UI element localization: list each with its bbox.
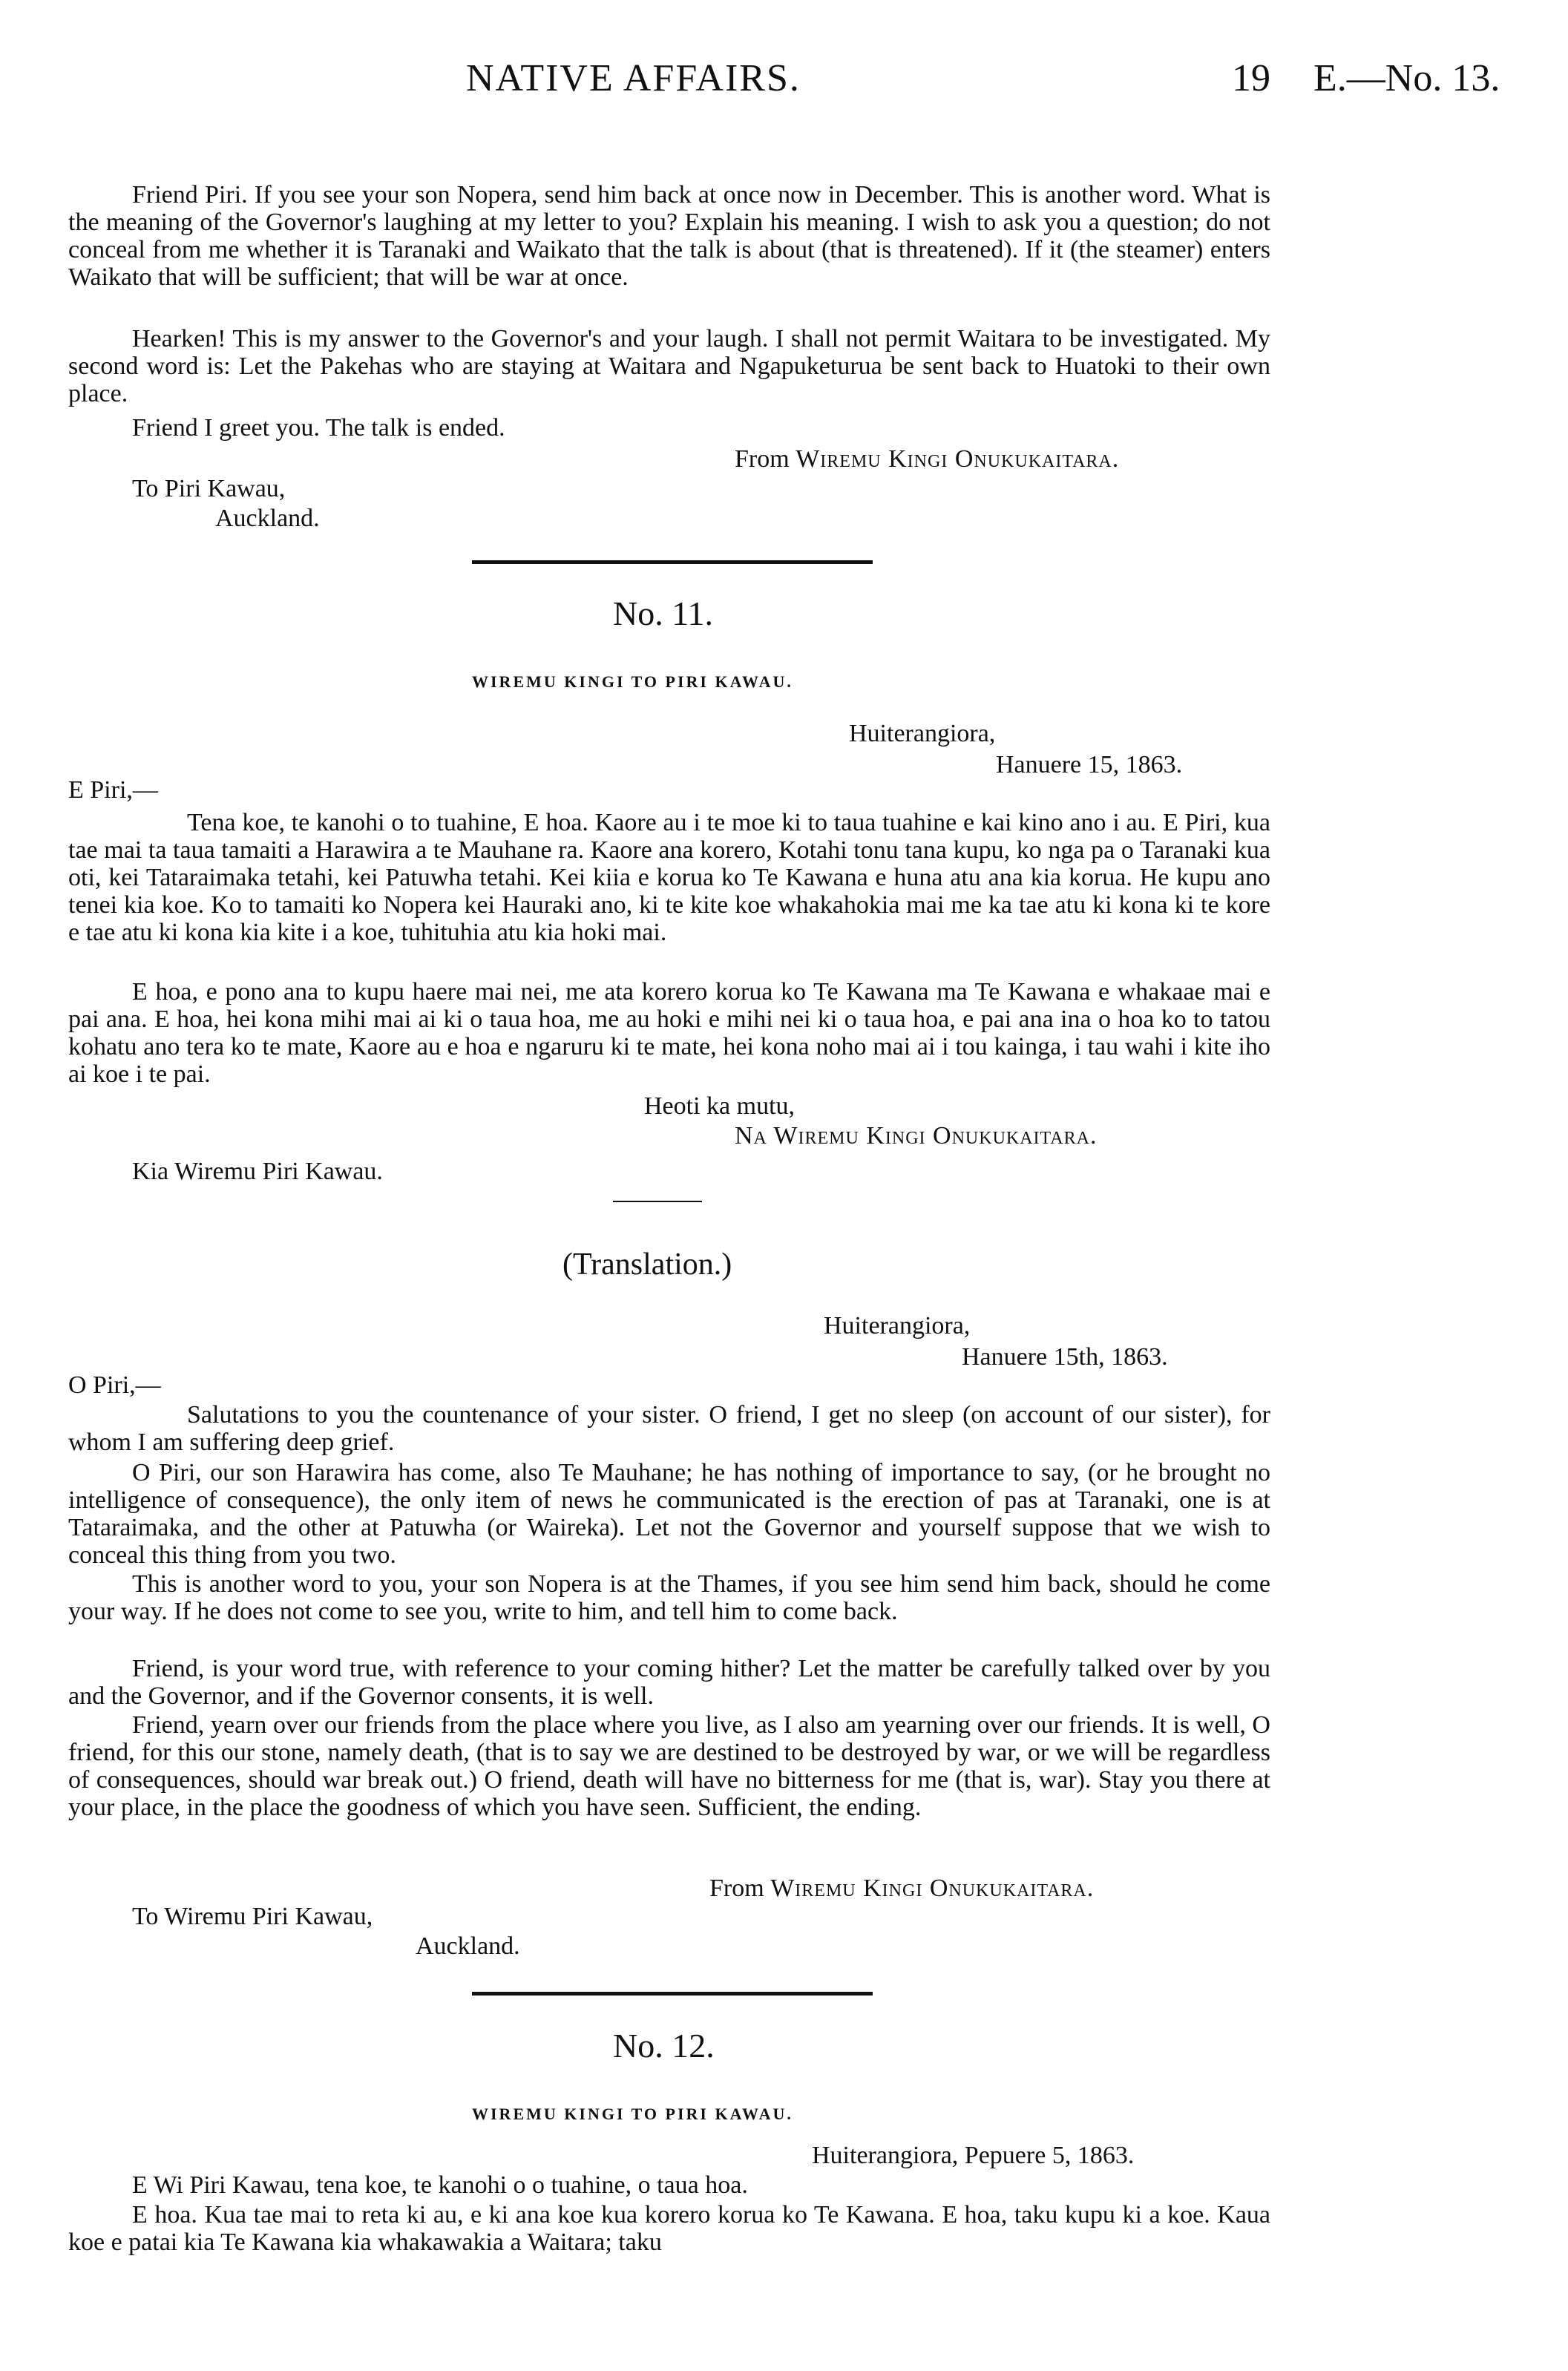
- letter-place: Huiterangiora,: [849, 720, 996, 747]
- translation-salutation: O Piri,—: [68, 1371, 161, 1399]
- letter10-paragraph-1: Friend Piri. If you see your son Nopera, send him back at once now in December. This is another word. What is the meaning of the Governor's laughing at my letter to you? Explain his meaning. I wish to ask you a question; do not conceal from me whether it is Taranaki and Waikato that the talk is about (that is threatened). If it (the steamer) enters Waikato that will be sufficient; that will be war at once.: [68, 181, 1270, 291]
- signature: Wiremu Kingi Onukukaitara.: [770, 1875, 1095, 1902]
- page-number: 19: [1232, 57, 1270, 99]
- from-prefix: From: [709, 1875, 764, 1902]
- letter10-signature-line: [735, 445, 1119, 473]
- translation-heading: (Translation.): [562, 1247, 732, 1282]
- letter-subheading: WIREMU KINGI TO PIRI KAWAU.: [472, 672, 793, 691]
- translation-place-2: Auckland.: [416, 1932, 520, 1960]
- letter10-paragraph-3: Friend I greet you. The talk is ended.: [132, 414, 505, 442]
- section-divider: [472, 1992, 873, 1995]
- letter-place-date: Huiterangiora, Pepuere 5, 1863.: [812, 2142, 1135, 2169]
- short-divider: [613, 1201, 702, 1202]
- letter11-addressee: Kia Wiremu Piri Kawau.: [132, 1158, 383, 1185]
- translation-place: Huiterangiora,: [824, 1312, 971, 1339]
- section-divider: [472, 560, 873, 564]
- letter-number-heading: No. 11.: [613, 594, 714, 632]
- translation-paragraph-1: Salutations to you the countenance of your sister. O friend, I get no sleep (on account of our sister), for whom I am suffering deep grief.: [68, 1401, 1270, 1456]
- translation-paragraph-2: O Piri, our son Harawira has come, also Te Mauhane; he has nothing of importance to say, (or he brought no intelligence of consequence), the only item of news he communicated is the erection of pas at Taranaki, one is at Tataraimaka, and the other at Patuwha (or Waireka). Let not the Governor and yourself suppose that we wish to conceal this thing from you two.: [68, 1459, 1270, 1569]
- document-reference: E.—No. 13.: [1313, 57, 1500, 99]
- letter11-paragraph-1: Tena koe, te kanohi o to tuahine, E hoa. Kaore au i te moe ki to taua tuahine e kai kino ano i au. E Piri, kua tae mai ta taua tamaiti a Harawira a te Mauhane ra. Kaore ana korero, Kotahi tonu tana kupu, ko nga pa o Taranaki kua oti, kei Tataraimaka tetahi, kei Patuwha tetahi. Kei kiia e korua ko Te Kawana e huna atu ana kia korua. He kupu ano tenei kia koe. Ko to tamaiti ko Nopera kei Hauraki ano, ki te kite koe whakahokia mai me ka tae atu ki kona ki te kore e tae atu ki kona kia kite i a koe, tuhituhia atu kia hoki mai.: [68, 809, 1270, 946]
- letter-subheading: WIREMU KINGI TO PIRI KAWAU.: [472, 2105, 793, 2123]
- letter-number-heading: No. 12.: [613, 2027, 715, 2065]
- letter-salutation: E Piri,—: [68, 776, 158, 804]
- translation-signature-line: [709, 1875, 1094, 1903]
- running-title: NATIVE AFFAIRS.: [466, 57, 801, 99]
- na-prefix: Na: [735, 1122, 767, 1150]
- letter12-paragraph-2: E hoa. Kua tae mai to reta ki au, e ki ana koe kua korero korua ko Te Kawana. E hoa, taku kupu ki a koe. Kaua koe e patai kia Te Kawana kia whakawakia a Waitara; taku: [68, 2201, 1270, 2256]
- signature: Wiremu Kingi Onukukaitara.: [796, 445, 1120, 473]
- translation-paragraph-3: This is another word to you, your son Nopera is at the Thames, if you see him send him back, should he come your way. If he does not come to see you, write to him, and tell him to come back.: [68, 1570, 1270, 1625]
- signature: Wiremu Kingi Onukukaitara.: [773, 1122, 1098, 1150]
- letter11-paragraph-2: E hoa, e pono ana to kupu haere mai nei, me ata korero korua ko Te Kawana ma Te Kawana e whakaae mai e pai ana. E hoa, hei kona mihi mai ai ki o taua hoa, me au hoki e mihi nei ki o taua hoa, e pai ana ina o hoa ko to tatou kohatu ano tera ko te mate, Kaore au e hoa e ngaruru ki te mate, hei kona noho mai ai i tou kainga, i tau wahi i kite iho ai koe i te pai.: [68, 978, 1270, 1088]
- translation-addressee: To Wiremu Piri Kawau,: [132, 1903, 373, 1930]
- translation-paragraph-5: Friend, yearn over our friends from the place where you live, as I also am yearning over our friends. It is well, O friend, for this our stone, namely death, (that is to say we are destined to be destroyed by war, or we will be regardless of consequences, should war break out.) O friend, death will have no bitterness for me (that is, war). Stay you there at your place, in the place the goodness of which you have seen. Sufficient, the ending.: [68, 1711, 1270, 1821]
- letter10-addressee: To Piri Kawau,: [132, 475, 286, 502]
- letter10-place: Auckland.: [215, 505, 320, 532]
- from-prefix: From: [735, 445, 790, 473]
- translation-paragraph-4: Friend, is your word true, with reference to your coming hither? Let the matter be carefully talked over by you and the Governor, and if the Governor consents, it is well.: [68, 1655, 1270, 1710]
- translation-date: Hanuere 15th, 1863.: [962, 1343, 1168, 1371]
- letter11-closing: Heoti ka mutu,: [644, 1092, 796, 1120]
- letter12-paragraph-1: E Wi Piri Kawau, tena koe, te kanohi o o tuahine, o taua hoa.: [132, 2171, 748, 2199]
- letter11-signature-line: [735, 1122, 1097, 1150]
- letter-date: Hanuere 15, 1863.: [996, 751, 1183, 778]
- letter10-paragraph-2: Hearken! This is my answer to the Governor's and your laugh. I shall not permit Waitara to be investigated. My second word is: Let the Pakehas who are staying at Waitara and Ngapuketurua be sent back to Huatoki to their own place.: [68, 325, 1270, 407]
